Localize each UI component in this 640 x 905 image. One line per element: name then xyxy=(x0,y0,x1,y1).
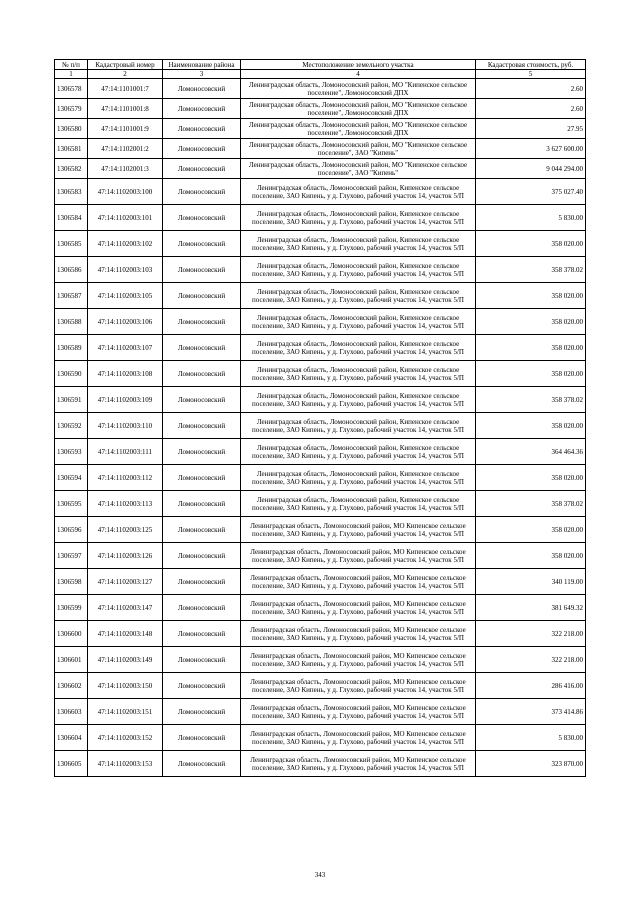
cadastral-value-cell: 9 044 294.00 xyxy=(476,159,586,179)
district-cell: Ломоносовский xyxy=(163,413,241,439)
cadastral-value-cell: 3 627 600.00 xyxy=(476,139,586,159)
district-cell: Ломоносовский xyxy=(163,465,241,491)
row-number-cell: 1306595 xyxy=(55,491,88,517)
table-row xyxy=(55,283,586,309)
page-number: 343 xyxy=(314,871,326,879)
cadastral-number-cell: 47:14:1102003:101 xyxy=(88,205,163,231)
cadastral-number-cell: 47:14:1102003:149 xyxy=(88,647,163,673)
location-cell: Ленинградская область, Ломоносовский район, МО Кипенское сельское поселение, ЗАО Кипень, у д. Глухово, рабочий участок 14, участок 5/П xyxy=(241,673,476,699)
district-cell: Ломоносовский xyxy=(163,283,241,309)
row-number-cell: 1306583 xyxy=(55,179,88,205)
row-number-cell: 1306580 xyxy=(55,119,88,139)
row-number-cell: 1306582 xyxy=(55,159,88,179)
row-number-cell: 1306587 xyxy=(55,283,88,309)
header-district: Наименование района xyxy=(163,60,241,70)
column-number-row xyxy=(55,70,586,79)
table-row xyxy=(55,99,586,119)
table-header-row xyxy=(55,60,586,70)
location-cell: Ленинградская область, Ломоносовский район, Кипенское сельское поселение, ЗАО Кипень, у д. Глухово, рабочий участок 14, участок 5/П xyxy=(241,491,476,517)
cadastral-value-cell: 364 464.36 xyxy=(476,439,586,465)
cadastral-value-cell: 286 416.00 xyxy=(476,673,586,699)
cadastral-number-cell: 47:14:1101001:9 xyxy=(88,119,163,139)
district-cell: Ломоносовский xyxy=(163,543,241,569)
cadastral-number-cell: 47:14:1102003:153 xyxy=(88,751,163,777)
district-cell: Ломоносовский xyxy=(163,361,241,387)
location-cell: Ленинградская область, Ломоносовский район, МО "Кипенское сельское поселение", Ломоносовский ДПХ xyxy=(241,99,476,119)
row-number-cell: 1306589 xyxy=(55,335,88,361)
cadastral-number-cell: 47:14:1102003:105 xyxy=(88,283,163,309)
location-cell: Ленинградская область, Ломоносовский район, МО "Кипенское сельское поселение", ЗАО "Кипень" xyxy=(241,139,476,159)
district-cell: Ломоносовский xyxy=(163,231,241,257)
table-row xyxy=(55,119,586,139)
row-number-cell: 1306601 xyxy=(55,647,88,673)
row-number-cell: 1306591 xyxy=(55,387,88,413)
location-cell: Ленинградская область, Ломоносовский район, Кипенское сельское поселение, ЗАО Кипень, у д. Глухово, рабочий участок 14, участок 5/П xyxy=(241,387,476,413)
cadastral-number-cell: 47:14:1102003:125 xyxy=(88,517,163,543)
cadastral-number-cell: 47:14:1102001:3 xyxy=(88,159,163,179)
header-number: № п/п xyxy=(55,60,88,70)
cadastral-value-cell: 322 218.00 xyxy=(476,647,586,673)
table-row xyxy=(55,231,586,257)
cadastral-value-cell: 358 020.00 xyxy=(476,465,586,491)
cadastral-value-cell: 340 119.00 xyxy=(476,569,586,595)
district-cell: Ломоносовский xyxy=(163,595,241,621)
table-row xyxy=(55,335,586,361)
district-cell: Ломоносовский xyxy=(163,647,241,673)
cadastral-value-cell: 323 870.00 xyxy=(476,751,586,777)
row-number-cell: 1306604 xyxy=(55,725,88,751)
location-cell: Ленинградская область, Ломоносовский район, Кипенское сельское поселение, ЗАО Кипень, у д. Глухово, рабочий участок 14, участок 5/П xyxy=(241,361,476,387)
location-cell: Ленинградская область, Ломоносовский район, Кипенское сельское поселение, ЗАО Кипень, у д. Глухово, рабочий участок 14, участок 5/П xyxy=(241,309,476,335)
table-row xyxy=(55,621,586,647)
table-body xyxy=(55,79,586,777)
column-number: 5 xyxy=(476,70,586,79)
cadastral-value-cell: 381 649.32 xyxy=(476,595,586,621)
cadastral-value-cell: 373 414.86 xyxy=(476,699,586,725)
table-row xyxy=(55,595,586,621)
district-cell: Ломоносовский xyxy=(163,751,241,777)
table-row xyxy=(55,751,586,777)
table-row xyxy=(55,647,586,673)
location-cell: Ленинградская область, Ломоносовский район, МО Кипенское сельское поселение, ЗАО Кипень, у д. Глухово, рабочий участок 14, участок 5/П xyxy=(241,751,476,777)
district-cell: Ломоносовский xyxy=(163,725,241,751)
table-row xyxy=(55,309,586,335)
row-number-cell: 1306600 xyxy=(55,621,88,647)
district-cell: Ломоносовский xyxy=(163,439,241,465)
district-cell: Ломоносовский xyxy=(163,621,241,647)
table-row xyxy=(55,673,586,699)
location-cell: Ленинградская область, Ломоносовский район, МО Кипенское сельское поселение, ЗАО Кипень, у д. Глухово, рабочий участок 14, участок 5/П xyxy=(241,699,476,725)
cadastral-value-cell: 375 027.40 xyxy=(476,179,586,205)
cadastral-value-cell: 5 830.00 xyxy=(476,205,586,231)
table-row xyxy=(55,79,586,99)
row-number-cell: 1306592 xyxy=(55,413,88,439)
table-row xyxy=(55,439,586,465)
cadastral-number-cell: 47:14:1102003:112 xyxy=(88,465,163,491)
cadastral-number-cell: 47:14:1102003:109 xyxy=(88,387,163,413)
row-number-cell: 1306586 xyxy=(55,257,88,283)
table-row xyxy=(55,413,586,439)
column-number: 2 xyxy=(88,70,163,79)
cadastral-value-cell: 358 020.00 xyxy=(476,361,586,387)
location-cell: Ленинградская область, Ломоносовский район, МО Кипенское сельское поселение, ЗАО Кипень, у д. Глухово, рабочий участок 14, участок 5/П xyxy=(241,543,476,569)
column-number: 1 xyxy=(55,70,88,79)
table-row xyxy=(55,139,586,159)
cadastral-number-cell: 47:14:1102003:151 xyxy=(88,699,163,725)
district-cell: Ломоносовский xyxy=(163,699,241,725)
location-cell: Ленинградская область, Ломоносовский район, МО "Кипенское сельское поселение", Ломоносовский ДПХ xyxy=(241,119,476,139)
table-row xyxy=(55,465,586,491)
row-number-cell: 1306605 xyxy=(55,751,88,777)
cadastral-value-cell: 2.60 xyxy=(476,99,586,119)
district-cell: Ломоносовский xyxy=(163,517,241,543)
cadastral-value-cell: 358 378.02 xyxy=(476,387,586,413)
row-number-cell: 1306585 xyxy=(55,231,88,257)
row-number-cell: 1306581 xyxy=(55,139,88,159)
cadastral-value-cell: 5 830.00 xyxy=(476,725,586,751)
district-cell: Ломоносовский xyxy=(163,99,241,119)
cadastral-number-cell: 47:14:1102003:100 xyxy=(88,179,163,205)
table-row xyxy=(55,569,586,595)
cadastral-number-cell: 47:14:1102003:107 xyxy=(88,335,163,361)
row-number-cell: 1306594 xyxy=(55,465,88,491)
cadastral-number-cell: 47:14:1102001:2 xyxy=(88,139,163,159)
location-cell: Ленинградская область, Ломоносовский район, МО Кипенское сельское поселение, ЗАО Кипень, у д. Глухово, рабочий участок 14, участок 5/П xyxy=(241,517,476,543)
district-cell: Ломоносовский xyxy=(163,673,241,699)
location-cell: Ленинградская область, Ломоносовский район, Кипенское сельское поселение, ЗАО Кипень, у д. Глухово, рабочий участок 14, участок 5/П xyxy=(241,205,476,231)
table-row xyxy=(55,543,586,569)
column-number: 3 xyxy=(163,70,241,79)
cadastral-number-cell: 47:14:1101001:8 xyxy=(88,99,163,119)
location-cell: Ленинградская область, Ломоносовский район, Кипенское сельское поселение, ЗАО Кипень, у д. Глухово, рабочий участок 14, участок 5/П xyxy=(241,179,476,205)
cadastral-number-cell: 47:14:1102003:102 xyxy=(88,231,163,257)
cadastral-number-cell: 47:14:1102003:150 xyxy=(88,673,163,699)
location-cell: Ленинградская область, Ломоносовский район, Кипенское сельское поселение, ЗАО Кипень, у д. Глухово, рабочий участок 14, участок 5/П xyxy=(241,283,476,309)
district-cell: Ломоносовский xyxy=(163,387,241,413)
table-row xyxy=(55,387,586,413)
row-number-cell: 1306596 xyxy=(55,517,88,543)
row-number-cell: 1306603 xyxy=(55,699,88,725)
district-cell: Ломоносовский xyxy=(163,159,241,179)
location-cell: Ленинградская область, Ломоносовский район, Кипенское сельское поселение, ЗАО Кипень, у д. Глухово, рабочий участок 14, участок 5/П xyxy=(241,413,476,439)
district-cell: Ломоносовский xyxy=(163,309,241,335)
location-cell: Ленинградская область, Ломоносовский район, МО "Кипенское сельское поселение", Ломоносовский ДПХ xyxy=(241,79,476,99)
location-cell: Ленинградская область, Ломоносовский район, МО Кипенское сельское поселение, ЗАО Кипень, у д. Глухово, рабочий участок 14, участок 5/П xyxy=(241,725,476,751)
row-number-cell: 1306598 xyxy=(55,569,88,595)
cadastral-number-cell: 47:14:1102003:113 xyxy=(88,491,163,517)
cadastral-value-cell: 27.95 xyxy=(476,119,586,139)
cadastral-value-cell: 358 020.00 xyxy=(476,543,586,569)
table-row xyxy=(55,491,586,517)
table-row xyxy=(55,257,586,283)
location-cell: Ленинградская область, Ломоносовский район, МО Кипенское сельское поселение, ЗАО Кипень, у д. Глухово, рабочий участок 14, участок 5/П xyxy=(241,621,476,647)
cadastral-value-cell: 2.60 xyxy=(476,79,586,99)
cadastral-number-cell: 47:14:1102003:152 xyxy=(88,725,163,751)
location-cell: Ленинградская область, Ломоносовский район, МО Кипенское сельское поселение, ЗАО Кипень, у д. Глухово, рабочий участок 14, участок 5/П xyxy=(241,595,476,621)
cadastral-value-cell: 322 218.00 xyxy=(476,621,586,647)
district-cell: Ломоносовский xyxy=(163,569,241,595)
cadastral-number-cell: 47:14:1102003:147 xyxy=(88,595,163,621)
cadastral-number-cell: 47:14:1102003:111 xyxy=(88,439,163,465)
cadastral-number-cell: 47:14:1102003:103 xyxy=(88,257,163,283)
district-cell: Ломоносовский xyxy=(163,205,241,231)
row-number-cell: 1306599 xyxy=(55,595,88,621)
table-row xyxy=(55,725,586,751)
cadastral-number-cell: 47:14:1102003:106 xyxy=(88,309,163,335)
table-row xyxy=(55,179,586,205)
cadastral-number-cell: 47:14:1102003:110 xyxy=(88,413,163,439)
table-row xyxy=(55,361,586,387)
cadastral-value-cell: 358 020.00 xyxy=(476,413,586,439)
cadastral-number-cell: 47:14:1102003:148 xyxy=(88,621,163,647)
header-cadastral-value: Кадастровая стоимость, руб. xyxy=(476,60,586,70)
land-cadastre-table xyxy=(54,59,586,777)
district-cell: Ломоносовский xyxy=(163,257,241,283)
row-number-cell: 1306593 xyxy=(55,439,88,465)
location-cell: Ленинградская область, Ломоносовский район, Кипенское сельское поселение, ЗАО Кипень, у д. Глухово, рабочий участок 14, участок 5/П xyxy=(241,335,476,361)
header-cadastral-number: Кадастровый номер xyxy=(88,60,163,70)
row-number-cell: 1306602 xyxy=(55,673,88,699)
location-cell: Ленинградская область, Ломоносовский район, Кипенское сельское поселение, ЗАО Кипень, у д. Глухово, рабочий участок 14, участок 5/П xyxy=(241,439,476,465)
cadastral-value-cell: 358 378.02 xyxy=(476,491,586,517)
row-number-cell: 1306590 xyxy=(55,361,88,387)
location-cell: Ленинградская область, Ломоносовский район, МО Кипенское сельское поселение, ЗАО Кипень, у д. Глухово, рабочий участок 14, участок 5/П xyxy=(241,569,476,595)
location-cell: Ленинградская область, Ломоносовский район, Кипенское сельское поселение, ЗАО Кипень, у д. Глухово, рабочий участок 14, участок 5/П xyxy=(241,231,476,257)
location-cell: Ленинградская область, Ломоносовский район, МО "Кипенское сельское поселение", ЗАО "Кипень" xyxy=(241,159,476,179)
cadastral-number-cell: 47:14:1101001:7 xyxy=(88,79,163,99)
district-cell: Ломоносовский xyxy=(163,179,241,205)
row-number-cell: 1306579 xyxy=(55,99,88,119)
district-cell: Ломоносовский xyxy=(163,335,241,361)
district-cell: Ломоносовский xyxy=(163,119,241,139)
cadastral-number-cell: 47:14:1102003:108 xyxy=(88,361,163,387)
row-number-cell: 1306584 xyxy=(55,205,88,231)
cadastral-value-cell: 358 378.02 xyxy=(476,257,586,283)
table-row xyxy=(55,205,586,231)
district-cell: Ломоносовский xyxy=(163,79,241,99)
header-location: Местоположение земельного участка xyxy=(241,60,476,70)
cadastral-number-cell: 47:14:1102003:126 xyxy=(88,543,163,569)
row-number-cell: 1306578 xyxy=(55,79,88,99)
cadastral-value-cell: 358 020.00 xyxy=(476,231,586,257)
district-cell: Ломоносовский xyxy=(163,491,241,517)
location-cell: Ленинградская область, Ломоносовский район, Кипенское сельское поселение, ЗАО Кипень, у д. Глухово, рабочий участок 14, участок 5/П xyxy=(241,465,476,491)
table-row xyxy=(55,699,586,725)
cadastral-number-cell: 47:14:1102003:127 xyxy=(88,569,163,595)
location-cell: Ленинградская область, Ломоносовский район, МО Кипенское сельское поселение, ЗАО Кипень, у д. Глухово, рабочий участок 14, участок 5/П xyxy=(241,647,476,673)
cadastral-value-cell: 358 020.00 xyxy=(476,517,586,543)
cadastral-value-cell: 358 020.00 xyxy=(476,309,586,335)
table-row xyxy=(55,159,586,179)
row-number-cell: 1306588 xyxy=(55,309,88,335)
table-row xyxy=(55,517,586,543)
cadastral-value-cell: 358 020.00 xyxy=(476,283,586,309)
district-cell: Ломоносовский xyxy=(163,139,241,159)
location-cell: Ленинградская область, Ломоносовский район, Кипенское сельское поселение, ЗАО Кипень, у д. Глухово, рабочий участок 14, участок 5/П xyxy=(241,257,476,283)
column-number: 4 xyxy=(241,70,476,79)
cadastral-value-cell: 358 020.00 xyxy=(476,335,586,361)
row-number-cell: 1306597 xyxy=(55,543,88,569)
